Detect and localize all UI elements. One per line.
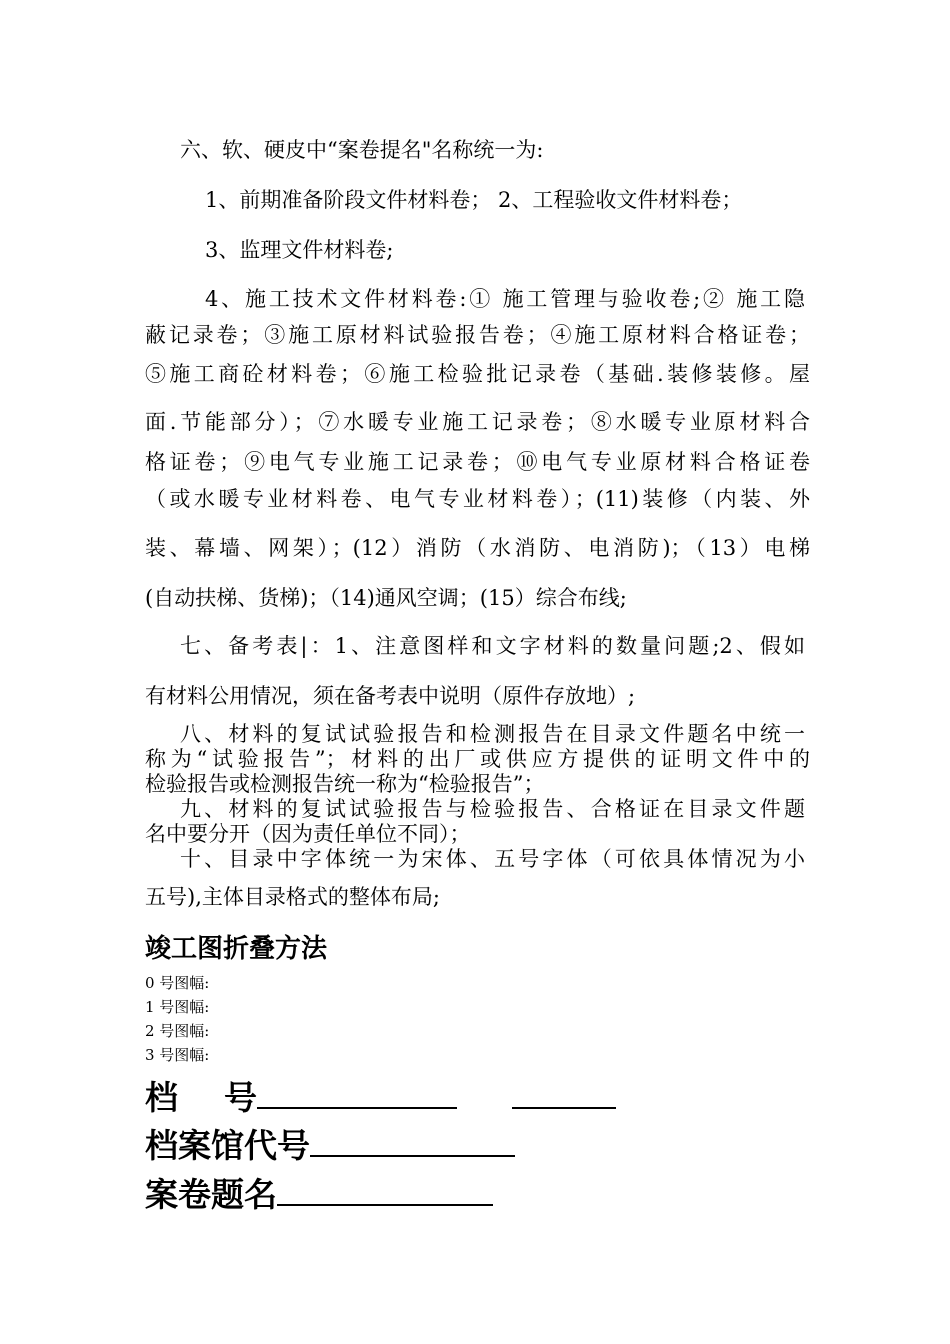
archive-number-blank-2[interactable]	[512, 1079, 616, 1109]
section9-line1: 九、材料的复试试验报告与检验报告、合格证在目录文件题	[180, 797, 805, 821]
archive-number-label: 档 号	[145, 1078, 257, 1117]
section8-line3: 检验报告或检测报告统一称为“检验报告”；	[145, 772, 545, 796]
folding-method-heading: 竣工图折叠方法	[145, 934, 328, 964]
section7-line2: 有材料公用情况，须在备考表中说明（原件存放地）;	[145, 684, 636, 708]
section8-line1: 八、材料的复试试验报告和检测报告在目录文件题名中统一	[180, 722, 805, 746]
folding-item-1: 1 号图幅:	[145, 998, 210, 1016]
section6-item4-line7: 装、幕墙、网架）；(12）消防（水消防、电消防)；（13）电梯	[145, 536, 810, 560]
section6-item4-line8: (自动扶梯、货梯)；（14)通风空调；(15）综合布线;	[145, 586, 627, 610]
section6-item4-line4: 面.节能部分）；⑦水暖专业施工记录卷；⑧水暖专业原材料合	[145, 410, 810, 434]
section7-line1: 七、备考表|：1、注意图样和文字材料的数量问题;2、假如	[180, 634, 805, 658]
section6-item3: 3、监理文件材料卷;	[205, 238, 394, 262]
file-title-row	[145, 1175, 493, 1215]
file-title-label: 案卷题名	[145, 1175, 277, 1214]
section6-item4-line2: 蔽记录卷；③施工原材料试验报告卷；④施工原材料合格证卷；	[145, 323, 810, 347]
section6-item4-line5: 格证卷；⑨电气专业施工记录卷；⑩电气专业原材料合格证卷	[145, 450, 810, 474]
section6-title: 六、软、硬皮中“案卷提名"名称统一为:	[180, 138, 544, 162]
folding-item-0: 0 号图幅:	[145, 974, 210, 992]
section6-item4-line1: 4、施工技术文件材料卷:① 施工管理与验收卷;② 施工隐	[205, 287, 805, 311]
section10-line1: 十、目录中字体统一为宋体、五号字体（可依具体情况为小	[180, 847, 805, 871]
archive-code-row	[145, 1126, 515, 1166]
archive-number-blank-1[interactable]	[257, 1079, 457, 1109]
folding-item-2: 2 号图幅:	[145, 1022, 210, 1040]
section6-item4-line3: ⑤施工商砼材料卷；⑥施工检验批记录卷（基础.装修装修。屋	[145, 362, 810, 386]
section9-line2: 名中要分开（因为责任单位不同）；	[145, 822, 471, 846]
archive-code-label: 档案馆代号	[145, 1126, 310, 1165]
folding-item-3: 3 号图幅:	[145, 1046, 210, 1064]
section10-line2: 五号),主体目录格式的整体布局;	[145, 885, 440, 909]
file-title-blank[interactable]	[277, 1176, 493, 1206]
archive-number-row	[145, 1078, 616, 1118]
section6-item4-line6: （或水暖专业材料卷、电气专业材料卷）；(11)装修（内装、外	[145, 487, 810, 511]
archive-code-blank[interactable]	[310, 1127, 515, 1157]
section8-line2: 称为“试验报告”；材料的出厂或供应方提供的证明文件中的	[145, 747, 810, 771]
section6-item1-2: 1、前期准备阶段文件材料卷； 2、工程验收文件材料卷；	[205, 188, 743, 212]
